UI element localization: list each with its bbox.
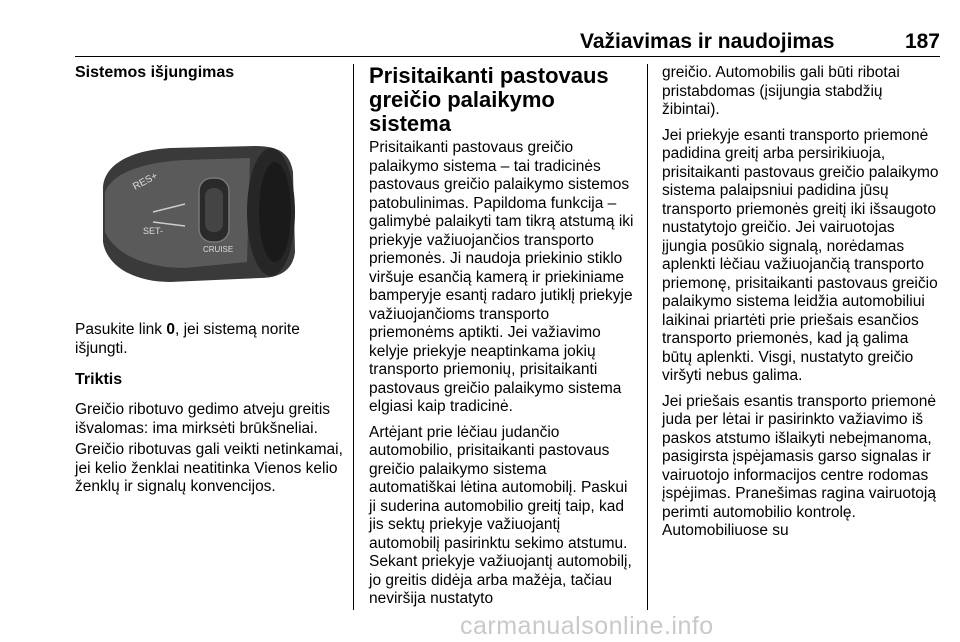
- instruction-paragraph: [75, 321, 343, 358]
- instruction-bold-position: 0: [166, 321, 175, 338]
- fault-paragraph-1: Greičio ribotuvo gedimo atveju greitis išvalomas: ima mirksėti brūkšneliai.: [75, 401, 331, 437]
- cruise-control-stalk-illustration: [75, 92, 343, 310]
- intro-paragraph: Prisitaikanti pastovaus greičio palaikymo sistema – tai tradicinės pastovaus greičio palaikymo sistemos patobulinimas. Papildoma funkcija – galimybė palaikyti tam tikrą atstumą iki priekyje važiuojančios transporto priemonės. Ji naudoja priekinio stiklo viršuje esančią kamerą ir priekiniame bamperyje esantį radaro jutiklį priekyje važiuojančioms transporto priemonėms aptikti. Jei važiavimo kelyje priekyje neaptinkama jokių transporto priemonių, prisitaikanti pastovaus greičio palaikymo sistema elgiasi kaip tradicinė.: [369, 139, 634, 415]
- stalk-drawing: [75, 92, 343, 310]
- cruise-label: CRUISE: [203, 245, 234, 254]
- page-number: 187: [904, 30, 940, 53]
- warning-paragraph: Jei priešais esantis transporto priemonė juda per lėtai ir pasirinkto važiavimo iš paskos atstumo išlaikyti nebeįmanoma, pasigirsta įspėjamasis garso signalas ir vairuotojo informacijos centre rodomas įspėjimas. Pranešimas ragina vairuotoją perimti automobilio kontrolę. Automobiliuose su: [662, 392, 936, 539]
- fault-subheading: Triktis: [75, 371, 123, 388]
- column-3: [662, 64, 942, 548]
- set-minus-label: SET-: [143, 226, 164, 236]
- res-plus-label: RES+: [131, 170, 160, 193]
- instruction-prefix: Pasukite link: [75, 321, 167, 338]
- column-divider-2: [647, 64, 648, 610]
- column-divider-1: [353, 64, 354, 610]
- watermark: carmanualsonline.info: [460, 612, 714, 640]
- acceleration-paragraph: Jei priekyje esanti transporto priemonė padidina greitį arba persirikiuoja, prisitaikanti pastovaus greičio palaikymo sistema palaipsniui padidina jūsų transporto priemonės greitį iki išsaugoto nustatytojo greičio. Jei vairuotojas įjungia posūkio signalą, norėdamas aplenkti lėčiau važiuojančią transporto priemonę, prisitaikanti pastovaus greičio palaikymo sistema leidžia automobiliui laikinai priartėti prie priešais esančios transporto priemonės, kad ją galima būtų aplenkti. Visgi, nustatyto greičio viršyti nebus galima.: [662, 126, 939, 384]
- fault-paragraph-2: Greičio ribotuvas gali veikti netinkamai, jei kelio ženklai neatitinka Vienos kelio ženklų ir signalų konvencijos.: [75, 441, 343, 495]
- section-heading: Sistemos išjungimas: [75, 64, 235, 81]
- column-1: [75, 64, 343, 90]
- braking-paragraph: greičio. Automobilis gali būti ribotai pristabdomas (įsijungia stabdžių žibintai).: [662, 64, 900, 118]
- rotary-switch-inner: [205, 188, 223, 232]
- column-2: [369, 64, 635, 616]
- approach-paragraph: Artėjant prie lėčiau judančio automobilio, prisitaikanti pastovaus greičio palaikymo sistema automatiškai lėtina automobilį. Paskui ji suderina automobilio greitį taip, kad jis sektų priekyje važiuojantį automobilį pasirinktu sekimo atstumu. Sekant priekyje važiuojantį automobilį, jo greitis didėja arba mažėja, tačiau neviršija nustatyto: [369, 423, 632, 607]
- header-divider: [75, 56, 940, 57]
- section-title-adaptive-cruise: Prisitaikanti pastovaus greičio palaikymo sistema: [369, 63, 609, 136]
- instruction-suffix: , jei sistemą norite išjungti.: [75, 321, 300, 357]
- page-header-title: Važiavimas ir naudojimas: [580, 30, 835, 53]
- stalk-end-face: [259, 162, 291, 262]
